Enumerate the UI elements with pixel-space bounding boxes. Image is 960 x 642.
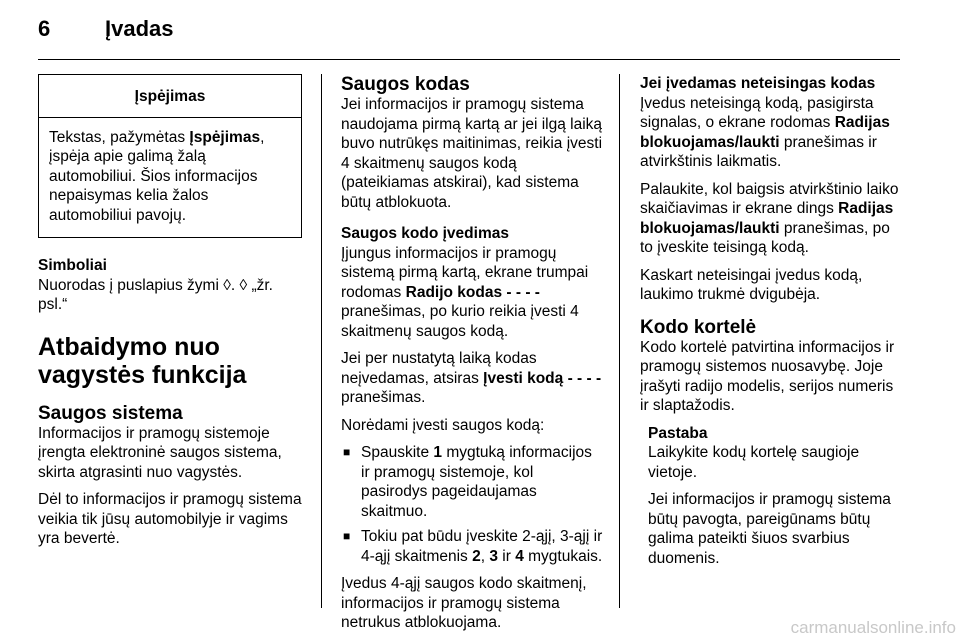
list-item	[341, 527, 603, 566]
text-part: pranešimas, po to įveskite teisingą kodą.	[640, 219, 890, 256]
warning-text-part: Tekstas, pažymėtas	[49, 128, 190, 146]
text-part: pranešimas, po kurio reikia įvesti 4 skaitmenų saugos kodą.	[341, 303, 579, 340]
code-paragraph-4: Norėdami įvesti saugos kodą:	[341, 416, 545, 434]
security-code-heading: Saugos kodas	[341, 74, 470, 95]
enter-code-message: Įvesti kodą - - - -	[483, 369, 602, 387]
note-paragraph-2: Jei informacijos ir pramogų sistema būtų pavogta, pareigūnams būtų galima pateikti šiuos svarbius duomenis.	[648, 491, 891, 567]
wrong-paragraph-3: Kaskart neteisingai įvedus kodą, laukimo trukmė dvigubėja.	[640, 266, 863, 303]
column-right	[640, 74, 902, 576]
code-card-heading: Kodo kortelė	[640, 316, 757, 338]
button-ref: 4	[515, 547, 524, 565]
code-paragraph-1: Jei informacijos ir pramogų sistema naudojama pirmą kartą ar jei ilgą laiką buvo nutrūkęs maitinimas, reikia įvesti 4 skaitmenų saugos kodą (pateikiamas atskirai), kad sistema būtų atblokuota.	[341, 96, 603, 211]
text-part: Spauskite	[361, 444, 434, 461]
code-paragraph-2	[341, 244, 603, 342]
radio-blocked-message: Radijas blokuojamas/laukti	[640, 200, 894, 237]
security-paragraph-2: Dėl to informacijos ir pramogų sistema veikia tik jūsų automobilyje ir vagims yra bevertė.	[38, 491, 302, 547]
text-part: Jei per nustatytą laiką kodas neįvedamas, atsiras	[341, 350, 537, 387]
page-number: 6	[38, 16, 51, 41]
card-paragraph-1: Kodo kortelė patvirtina informacijos ir pramogų sistemos nuosavybę. Joje įrašyti radijo modelis, serijos numeris ir slaptažodis.	[640, 338, 895, 414]
note-block	[640, 424, 902, 569]
code-entry-heading: Saugos kodo įvedimas	[341, 225, 509, 242]
page-header	[0, 0, 960, 60]
warning-text	[39, 118, 301, 238]
button-ref: 2	[472, 547, 481, 565]
column-divider	[321, 74, 322, 608]
text-part: pranešimas.	[341, 389, 426, 406]
text-part: Įjungus informacijos ir pramogų sistemą pirmą kartą, ekrane trumpai rodomas	[341, 244, 589, 301]
button-ref: 3	[489, 547, 498, 565]
note-paragraph-1: Laikykite kodų kortelę saugioje vietoje.	[648, 444, 860, 481]
text-part: mygtukais.	[523, 547, 603, 565]
warning-title: Įspėjimas	[39, 75, 301, 118]
note-heading: Pastaba	[648, 424, 708, 442]
text-part: ,	[480, 547, 490, 565]
text-part: ir	[498, 547, 516, 565]
column-left	[38, 74, 303, 557]
radio-blocked-message: Radijas blokuojamas/laukti	[640, 114, 890, 151]
wrong-paragraph-1	[640, 94, 902, 172]
watermark: carmanualsonline.info	[790, 618, 956, 637]
column-middle	[341, 74, 603, 641]
text-part: Palaukite, kol baigsis atvirkštinio laiko skaičiavimas ir ekrane dings	[640, 180, 899, 217]
text-part: pranešimas ir atvirkštinis laikmatis.	[640, 133, 877, 170]
header-rule	[38, 59, 900, 60]
text-part: Tokiu pat būdu įveskite 2-ąjį, 3-ąjį ir 4-ąjį skaitmenis	[361, 528, 603, 565]
symbols-heading: Simboliai	[38, 257, 107, 274]
text-part: mygtuką informacijos ir pramogų sistemoje, kol pasirodys pageidaujamas skaitmuo.	[361, 444, 592, 520]
warning-text-part: , įspėja apie galimą žalą automobiliui. Šios informacijos nepaisymas kelia žalos automobiliui pavojų.	[49, 128, 265, 224]
text-part: Įvedus neteisingą kodą, pasigirsta signalas, o ekrane rodomas	[640, 94, 874, 131]
symbols-text: Nuorodas į puslapius žymi ◊. ◊ „žr. psl.“	[38, 276, 273, 313]
wrong-code-heading: Jei įvedamas neteisingas kodas	[640, 75, 876, 92]
wrong-paragraph-2	[640, 180, 902, 258]
security-system-heading: Saugos sistema	[38, 402, 183, 424]
chapter-title: Įvadas	[105, 16, 174, 41]
code-paragraph-3	[341, 349, 603, 408]
button-ref: 1	[433, 444, 443, 461]
code-paragraph-5: Įvedus 4-ąjį saugos kodo skaitmenį, informacijos ir pramogų sistema netrukus atblokuojama.	[341, 575, 587, 631]
list-item	[341, 443, 603, 521]
security-paragraph-1: Informacijos ir pramogų sistemoje įrengta elektroninė saugos sistema, skirta atgrasinti nuo vagystės.	[38, 424, 282, 481]
warning-box	[38, 74, 302, 238]
code-steps-list	[341, 443, 603, 566]
column-divider	[619, 74, 620, 608]
theft-heading: Atbaidymo nuo vagystės funkcija	[38, 332, 247, 389]
warning-keyword: Įspėjimas	[189, 128, 261, 146]
radio-code-message: Radijo kodas - - - -	[405, 283, 540, 301]
